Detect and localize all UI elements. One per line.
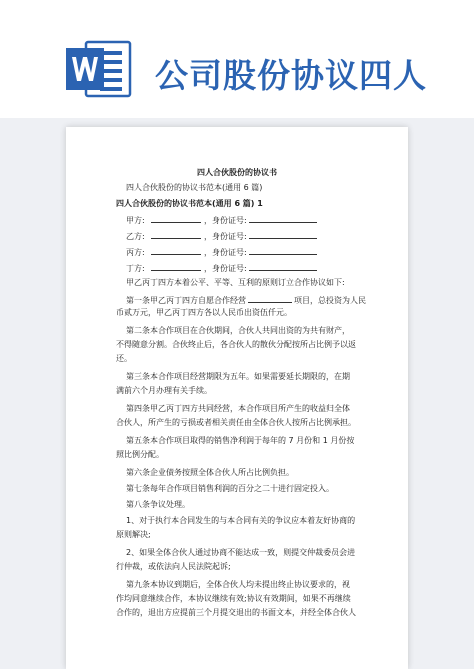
document-subtitle: 四人合伙股份的协议书范本(通用 6 篇) xyxy=(126,183,263,192)
party-line xyxy=(126,213,372,227)
blank-field xyxy=(151,229,201,239)
article-8-item1-line2: 原则解决; xyxy=(116,530,151,539)
id-label: ，身份证号: xyxy=(204,216,247,225)
word-document-icon xyxy=(66,40,132,98)
party-label: 乙方: xyxy=(126,232,145,241)
article-1-part2: 项目，总投资为人民 xyxy=(294,296,366,305)
article-9-line2: 作均同意继续合作，本协议继续有效;协议有效期间，如果不再继续 xyxy=(116,594,351,603)
intro-text: 甲乙丙丁四方本着公平、平等、互利的原则订立合作协议如下: xyxy=(126,278,345,287)
article-2-line2: 不得随意分割。合伙终止后，各合伙人的散伙分配按所占比例予以返 xyxy=(116,340,356,349)
article-1-part1: 第一条甲乙丙丁四方自愿合作经营 xyxy=(126,296,246,305)
article-3-line2: 满前六个月办理有关手续。 xyxy=(116,386,212,395)
blank-field xyxy=(249,213,317,223)
section-heading: 四人合伙股份的协议书范本(通用 6 篇) 1 xyxy=(116,199,263,208)
blank-field xyxy=(151,213,201,223)
party-label: 丁方: xyxy=(126,264,145,273)
blank-field xyxy=(151,245,201,255)
article-8-item2-line1: 2、如果全体合伙人通过协商不能达成一致，则提交仲裁委员会进 xyxy=(126,548,356,557)
party-label: 丙方: xyxy=(126,248,145,257)
blank-field xyxy=(249,229,317,239)
article-4-line1: 第四条甲乙丙丁四方共同经营，本合作项目所产生的收益归全体 xyxy=(126,404,350,413)
party-line xyxy=(126,245,372,259)
article-9-line3: 合作的，退出方应提前三个月提交退出的书面文本，并经全体合伙人 xyxy=(116,608,356,617)
article-8-item2-line2: 行仲裁，或依法向人民法院起诉; xyxy=(116,562,231,571)
party-line xyxy=(126,229,372,243)
blank-field xyxy=(248,293,292,303)
id-label: ，身份证号: xyxy=(204,248,247,257)
party-label: 甲方: xyxy=(126,216,145,225)
id-label: ，身份证号: xyxy=(204,232,247,241)
article-8-item1-line1: 1、对于执行本合同发生的与本合同有关的争议应本着友好协商的 xyxy=(126,516,356,525)
article-9-line1: 第九条本协议到期后，全体合伙人均未提出终止协议要求的，视 xyxy=(126,580,350,589)
document-page xyxy=(66,127,408,669)
article-6: 第六条企业债务按照全体合伙人所占比例负担。 xyxy=(126,468,294,477)
article-5-line1: 第五条本合作项目取得的销售净利润于每年的 7 月份和 1 月份按 xyxy=(126,436,355,445)
article-2-line3: 还。 xyxy=(116,354,132,363)
article-3-line1: 第三条本合作项目经营期限为五年。如果需要延长期限的，在期 xyxy=(126,372,350,381)
banner xyxy=(0,0,474,118)
banner-title: 公司股份协议四人 xyxy=(155,56,427,95)
article-1-text xyxy=(126,293,372,307)
article-5-line2: 照比例分配。 xyxy=(116,450,164,459)
id-label: ，身份证号: xyxy=(204,264,247,273)
party-line xyxy=(126,261,372,275)
blank-field xyxy=(151,261,201,271)
blank-field xyxy=(249,261,317,271)
document-title: 四人合伙股份的协议书 xyxy=(197,168,277,177)
article-1-line2: 币贰万元，甲乙丙丁四方各以人民币出资伍仟元。 xyxy=(116,308,292,317)
article-7: 第七条每年合作项目销售利润的百分之二十进行固定投入。 xyxy=(126,484,334,493)
article-8: 第八条争议处理。 xyxy=(126,500,190,509)
blank-field xyxy=(249,245,317,255)
article-4-line2: 合伙人，所产生的亏损或者相关责任由全体合伙人按所占比例承担。 xyxy=(116,418,356,427)
article-2-line1: 第二条本合作项目在合伙期间，合伙人共同出资的为共有财产， xyxy=(126,326,350,335)
